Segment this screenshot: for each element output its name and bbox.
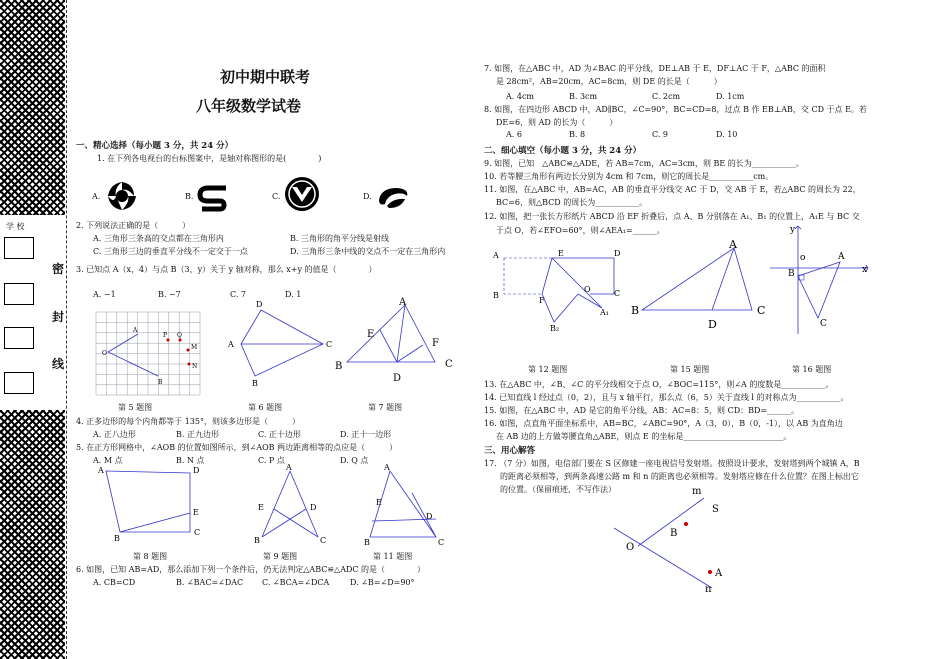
q8-text-2: DE=6，则 AD 的长为（ ） (496, 118, 618, 127)
svg-text:C: C (820, 319, 827, 329)
svg-text:C: C (614, 289, 621, 298)
q11-text-2: BC=6，则△BCD 的周长为___________。 (496, 198, 648, 207)
logo-d-icon (375, 184, 411, 210)
q12-text-1: 12. 如图，把一张长方形纸片 ABCD 沿 EF 折叠后，点 A、B 分别落在 A₁、B₁ 的位置上，A₁E 与 BC 交 (484, 212, 860, 221)
svg-text:A: A (384, 463, 390, 472)
q4-text: 4. 正多边形的每个内角都等于 135°，则该多边形是（ ） (76, 417, 300, 426)
fig7-caption: 第 7 题图 (368, 403, 403, 412)
svg-text:B: B (670, 528, 678, 539)
binding-dashed-line (66, 0, 67, 659)
svg-text:C: C (445, 359, 453, 370)
exam-title: 初中期中联考 (220, 68, 311, 86)
svg-text:E: E (367, 329, 375, 340)
q2-opt-b: B. 三角形的角平分线是射线 (290, 234, 389, 243)
svg-text:D: D (708, 318, 717, 331)
figure-11 (362, 463, 448, 549)
q3-opt-a: A. −1 (93, 290, 116, 299)
q2-opt-a: A. 三角形三条高的交点都在三角形内 (93, 234, 224, 243)
q5-opt-c: C. P 点 (258, 456, 285, 465)
q7-opt-a: A. 4cm (506, 92, 535, 101)
figure-15 (628, 238, 770, 334)
q7-opt-d: D. 1cm (716, 92, 745, 101)
section3-title: 三、用心解答 (484, 446, 536, 456)
svg-text:A: A (715, 568, 723, 579)
school-field[interactable] (4, 237, 34, 259)
q15-text: 15. 如图，在△ABC 中，AD 是它的角平分线，AB：AC=8：5，则 CD：BD=______。 (484, 406, 800, 415)
q1-opt-d: D. (363, 192, 372, 201)
fig15-caption: 第 15 题图 (670, 365, 710, 374)
q5-text: 5. 在正方形网格中，∠AOB 的位置如图所示，到∠AOB 两边距离相等的点应是（ ） (76, 443, 398, 452)
figure-17 (612, 480, 752, 595)
binding-panel (0, 215, 70, 410)
svg-text:M: M (191, 344, 198, 351)
svg-text:C: C (757, 304, 766, 317)
svg-text:A: A (399, 297, 407, 308)
fig6-caption: 第 6 题图 (248, 403, 283, 412)
q14-text: 14. 已知直线 l 经过点（0，2），且与 x 轴平行，那么点（6，5）关于直线 l 的对称点为___________。 (484, 393, 849, 402)
svg-text:B₂: B₂ (550, 324, 560, 333)
q7-opt-c: C. 2cm (652, 92, 681, 101)
q13-text: 13. 在△ABC 中，∠B、∠C 的平分线相交于点 O，∠BOC=115°，则∠A 的度数是___________。 (484, 380, 834, 389)
svg-text:D: D (393, 373, 402, 384)
q6-opt-c: C. ∠BCA=∠DCA (262, 578, 330, 587)
name-field[interactable] (4, 327, 34, 349)
q3-text: 3. 已知点 A（x，4）与点 B（3，y）关于 y 轴对称，那么 x+y 的值是（ ） (76, 265, 377, 274)
q7-text-2: 是 28cm²，AB=20cm，AC=8cm，则 DE 的长是（ ） (496, 77, 722, 86)
q8-opt-c: C. 9 (652, 130, 669, 139)
svg-text:Q: Q (177, 332, 182, 339)
q2-opt-d: D. 三角形三条中线的交点不一定在三角形内 (290, 247, 446, 256)
seal-char-feng: 封 (52, 310, 65, 324)
svg-text:o: o (800, 253, 806, 263)
q4-opt-a: A. 正八边形 (93, 430, 136, 439)
q3-opt-b: B. −7 (158, 290, 181, 299)
svg-text:A: A (133, 327, 138, 334)
q8-opt-d: D. 10 (716, 130, 738, 139)
svg-text:B: B (114, 534, 120, 543)
svg-text:A: A (98, 466, 104, 475)
svg-text:O: O (626, 542, 635, 553)
svg-text:B: B (335, 361, 343, 372)
q17-text-2: 的距离必须相等，到两条高速公路 m 和 n 的距离也必须相等。发射塔应修在什么位置？在图上标出它 (500, 472, 859, 481)
q3-opt-d: D. 1 (285, 290, 302, 299)
q2-text: 2. 下列说法正确的是（ ） (76, 221, 191, 230)
q2-opt-c: C. 三角形三边的垂直平分线不一定交于一点 (93, 247, 248, 256)
svg-text:D: D (310, 503, 317, 512)
svg-text:B: B (493, 291, 499, 300)
q8-opt-a: A. 6 (506, 130, 522, 139)
svg-text:B: B (254, 536, 260, 545)
svg-text:E: E (193, 508, 199, 517)
svg-text:x: x (862, 265, 868, 275)
q1-opt-a: A. (92, 192, 101, 201)
svg-text:A: A (493, 251, 499, 260)
svg-text:n: n (705, 584, 712, 595)
q3-opt-c: C. 7 (230, 290, 247, 299)
logo-b-icon (198, 184, 232, 214)
exam-subtitle: 八年级数学试卷 (196, 97, 302, 115)
svg-text:D: D (193, 466, 200, 475)
svg-text:C: C (320, 536, 327, 545)
q12-text-2: 于点 O，若∠EFO=60°，则∠AEA₁=______。 (496, 226, 665, 235)
q1-opt-c: C. (272, 192, 281, 201)
svg-text:F: F (432, 338, 439, 349)
q7-text-1: 7. 如图，在△ABC 中，AD 为∠BAC 的平分线，DE⊥AB 于 E，DF⊥AC 于 F，△ABC 的面积 (484, 64, 826, 73)
svg-text:B: B (158, 379, 163, 386)
svg-text:O: O (584, 285, 591, 294)
q5-opt-d: D. Q 点 (340, 456, 369, 465)
logo-c-icon (283, 175, 321, 213)
seal-char-mi: 密 (52, 262, 65, 276)
section1-title: 一、精心选择（每小题 3 分，共 24 分） (76, 141, 234, 151)
svg-text:A₁: A₁ (600, 308, 609, 317)
q5-opt-a: A. M 点 (93, 456, 123, 465)
q8-opt-b: B. 8 (569, 130, 586, 139)
fig12-caption: 第 12 题图 (528, 365, 568, 374)
q4-opt-b: B. 正九边形 (176, 430, 219, 439)
q9-text: 9. 如图，已知 △ABC≌△ADE，若 AB=7cm，AC=3cm，则 BE 的长为___________。 (484, 159, 804, 168)
svg-text:C: C (438, 538, 445, 547)
svg-text:E: E (558, 249, 564, 258)
svg-text:N: N (192, 363, 198, 370)
q11-text-1: 11. 如图，在△ABC 中，AB=AC，AB 的垂直平分线交 AC 于 D，交 AB 于 E，若△ABC 的周长为 22， (484, 185, 861, 194)
svg-text:P: P (163, 332, 168, 339)
q8-text-1: 8. 如图，在四边形 ABCD 中，AD∥BC，∠C=90°，BC=CD=8，过点 B 作 EB⊥AB，交 CD 于点 E。若 (484, 105, 867, 114)
svg-text:D: D (426, 512, 433, 521)
seal-char-xian: 线 (52, 357, 65, 371)
fig16-caption: 第 16 题图 (792, 365, 832, 374)
svg-text:y: y (790, 225, 796, 235)
number-field[interactable] (4, 372, 34, 394)
q1-text: 1. 在下列各电视台的台标图案中，是轴对称图形的是( ) (97, 154, 322, 163)
fig11-caption: 第 11 题图 (373, 552, 413, 561)
q16-text-2: 在 AB 边的上方做等腰直角△ABE，则点 E 的坐标是_________________________。 (496, 432, 792, 441)
svg-text:F: F (539, 296, 545, 305)
svg-text:B: B (788, 269, 795, 279)
q6-opt-b: B. ∠BAC=∠DAC (176, 578, 244, 587)
figure-9 (250, 465, 330, 545)
school-label: 学 校 (6, 222, 25, 231)
svg-text:B: B (631, 304, 640, 317)
q7-opt-b: B. 3cm (569, 92, 598, 101)
fig5-caption: 第 5 题图 (118, 403, 153, 412)
fig9-caption: 第 9 题图 (263, 552, 298, 561)
svg-text:E: E (258, 503, 264, 512)
fig8-caption: 第 8 题图 (133, 552, 168, 561)
q6-opt-d: D. ∠B=∠D=90° (350, 578, 415, 587)
svg-text:A: A (729, 238, 737, 251)
q4-opt-c: C. 正十边形 (258, 430, 301, 439)
svg-text:A: A (286, 463, 292, 472)
q1-opt-b: B. (185, 192, 194, 201)
svg-text:B: B (364, 538, 370, 547)
svg-text:C: C (326, 340, 333, 349)
svg-text:O: O (102, 350, 107, 357)
logo-a-icon (104, 178, 140, 214)
figure-6 (228, 298, 338, 394)
q17-text-1: 17. （7 分）如图，电信部门要在 S 区修建一座电视信号发射塔。按照设计要求，发射塔到两个城镇 A，B (484, 459, 860, 468)
figure-8 (96, 465, 206, 545)
figure-7 (335, 295, 455, 385)
svg-text:S: S (712, 504, 719, 515)
class-field[interactable] (4, 283, 34, 305)
svg-text:D: D (614, 249, 621, 258)
q10-text: 10. 若等腰三角形有两边长分别为 4cm 和 7cm，则它的周长是___________cm。 (484, 172, 774, 181)
q6-opt-a: A. CB=CD (93, 578, 136, 587)
q16-text-1: 16. 如图，点直角平面坐标系中，AB=BC，∠ABC=90°，A（3，0），B（0，-1），以 AB 为直角边 (484, 419, 843, 428)
q4-opt-d: D. 正十一边形 (340, 430, 392, 439)
q17-text-3: 的位置。（保留痕迹，不写作法） (500, 485, 616, 494)
q5-opt-b: B. N 点 (176, 456, 205, 465)
svg-text:D: D (256, 300, 263, 309)
figure-12 (490, 244, 630, 336)
svg-text:A: A (838, 252, 845, 262)
svg-text:E: E (376, 498, 382, 507)
svg-text:C: C (194, 528, 201, 537)
svg-text:m: m (692, 486, 702, 497)
figure-16 (766, 222, 876, 336)
q6-text: 6. 如图，已知 AB=AD，那么添加下列一个条件后，仍无法判定△ABC≌△ADC 的是（ ） (76, 565, 426, 574)
figure-5 (96, 312, 202, 396)
svg-text:A: A (228, 340, 234, 349)
svg-text:B: B (252, 379, 258, 388)
section2-title: 二、细心填空（每小题 3 分，共 24 分） (484, 146, 642, 156)
